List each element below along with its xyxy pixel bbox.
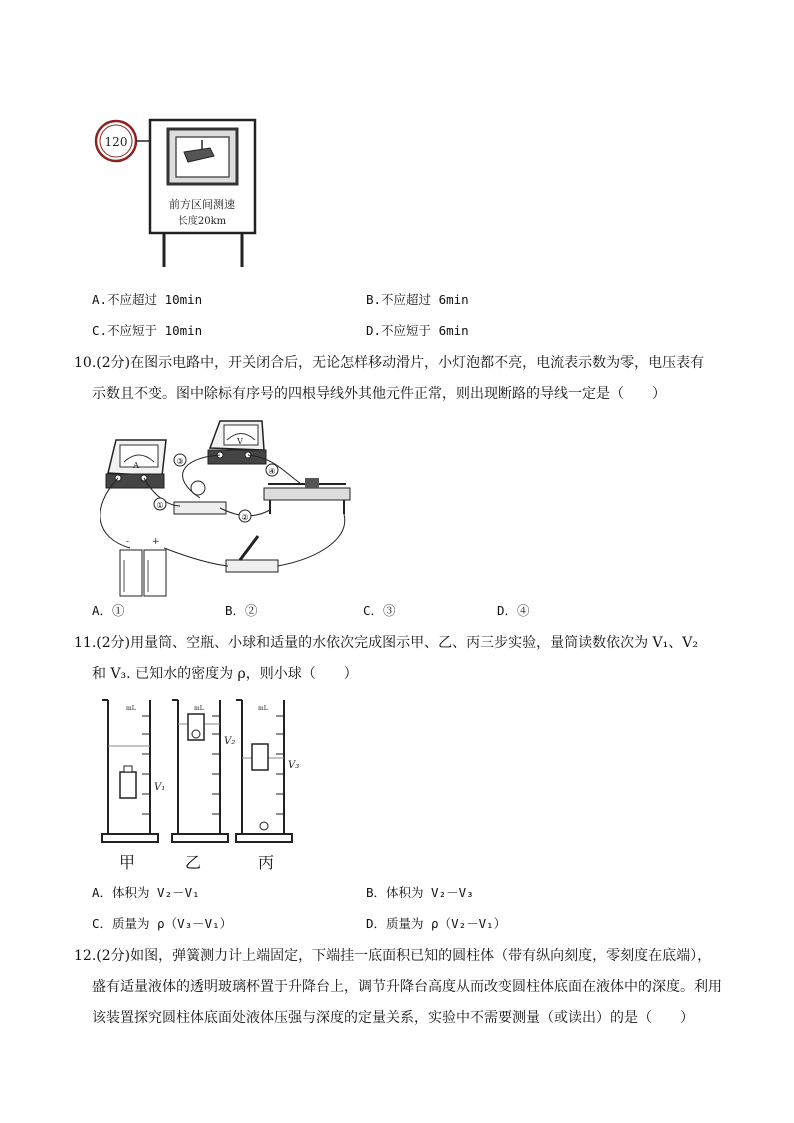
cylinder-bing-caption: 丙 [258,853,275,872]
q11-text-line2: 和 V₃. 已知水的密度为 ρ，则小球（ ） [92,666,358,682]
sign-line1: 前方区间测速 [169,198,235,211]
q12-score: (2分) [96,948,131,964]
q11-text-line1: 用量筒、空瓶、小球和适量的水依次完成图示甲、乙、丙三步实验，量筒读数依次为 V₁、V₂ [130,635,699,651]
cylinder-yi-unit: mL [194,705,204,712]
ball-icon [192,730,200,738]
cylinder-bing-unit: mL [258,705,268,712]
lamp-base [174,502,226,514]
battery-icon [120,550,142,596]
q12-text-line1: 如图，弹簧测力计上端固定，下端挂一底面积已知的圆柱体（带有纵向刻度，零刻度在底端）， [130,948,712,964]
ammeter-label: A [133,461,139,470]
q12-number: 12. [74,948,97,964]
switch-icon [226,560,278,572]
q11-option-c[interactable]: C．质量为 ρ（V₃－V₁） [92,916,233,931]
wire-label-4: ④ [268,467,276,476]
cylinder-jia-caption: 甲 [119,853,136,872]
q10-circuit-diagram [100,418,360,600]
q10-stem-line1 [74,353,704,373]
cylinder-bing-reading: V₃ [288,760,300,771]
q11-cylinders-diagram [94,694,304,874]
q10-text-line1: 在图示电路中，开关闭合后，无论怎样移动滑片，小灯泡都不亮，电流表示数为零，电压表有 [130,355,705,371]
rheostat-icon [264,488,350,500]
q12-stem-line1 [74,946,711,966]
q11-number: 11. [74,635,97,651]
bottle-icon [120,772,136,798]
speed-limit-text: 120 [104,135,128,149]
cylinder-yi [172,700,235,842]
q10-option-a[interactable]: A．① [92,603,125,618]
wire-label-1: ① [156,501,164,510]
cylinder-jia-unit: mL [126,705,136,712]
q10-score: (2分) [96,355,131,371]
q10-number: 10. [74,355,97,371]
svg-text:-: - [126,537,130,547]
svg-text:+: + [152,537,160,547]
wire-label-2: ② [241,513,249,522]
sign-line2: 长度20km [177,216,227,227]
q10-option-b[interactable]: B．② [225,603,258,618]
cylinder-yi-reading: V₂ [224,736,236,747]
q9-option-a[interactable]: A.不应超过 10min [92,292,203,307]
q11-option-b[interactable]: B．体积为 V₂－V₃ [366,885,474,900]
q11-stem-line1 [74,633,698,653]
cylinder-bing [236,700,299,842]
q12-text-line3: 该装置探究圆柱体底面处液体压强与深度的定量关系，实验中不需要测量（或读出）的是（ ） [92,1010,694,1026]
cylinder-jia-reading: V₁ [154,782,166,793]
q9-option-c[interactable]: C.不应短于 10min [92,323,203,338]
q10-figure [100,418,360,600]
q9-option-d[interactable]: D.不应短于 6min [366,323,469,338]
q10-text-line2: 示数且不变。图中除标有序号的四根导线外其他元件正常，则出现断路的导线一定是（ ） [92,386,666,402]
q11-option-d[interactable]: D．质量为 ρ（V₂－V₁） [366,916,507,931]
wire-label-3: ③ [176,457,184,466]
q11-option-a[interactable]: A．体积为 V₂－V₁ [92,885,200,900]
q9-sign-diagram [92,112,262,272]
q10-option-d[interactable]: D．④ [497,603,530,618]
q10-option-c[interactable]: C．③ [363,603,396,618]
q11-figure [94,694,304,874]
cylinder-jia [102,700,165,842]
cylinder-yi-caption: 乙 [185,853,202,872]
q9-option-b[interactable]: B.不应超过 6min [366,292,469,307]
voltmeter-label: V [237,437,243,446]
q11-score: (2分) [96,635,131,651]
q9-figure [92,112,262,272]
q12-text-line2: 盛有适量液体的透明玻璃杯置于升降台上，调节升降台高度从而改变圆柱体底面在液体中的深度。利用 [92,979,722,995]
